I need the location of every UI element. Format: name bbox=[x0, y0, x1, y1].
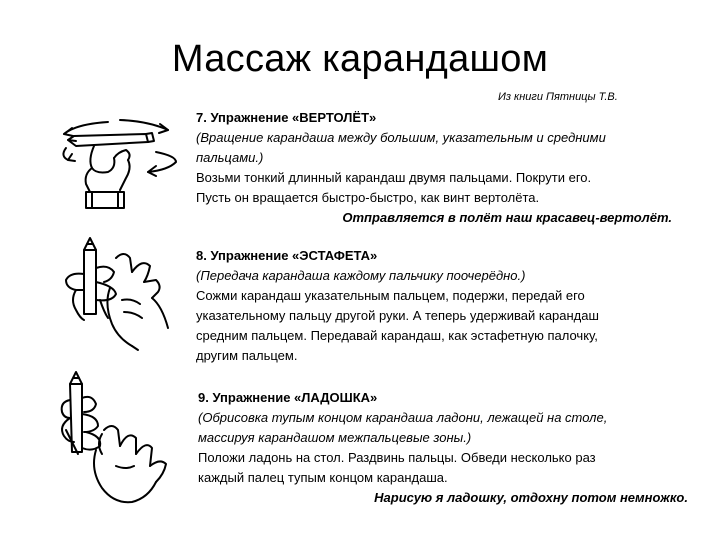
hand-tracing-palm-icon bbox=[56, 370, 186, 520]
exercise-note-line: пальцами.) bbox=[196, 150, 264, 165]
exercise-note-line: массируя карандашом межпальцевые зоны.) bbox=[198, 430, 472, 445]
exercise-body-line: Пусть он вращается быстро-быстро, как винт вертолёта. bbox=[196, 190, 540, 205]
exercise-7 bbox=[196, 108, 682, 228]
exercise-rhyme: Отправляется в полёт наш красавец-вертолёт. bbox=[342, 210, 672, 225]
hands-passing-pencil-icon bbox=[56, 228, 176, 358]
exercise-body-line: Возьми тонкий длинный карандаш двумя пальцами. Покрути его. bbox=[196, 170, 592, 185]
exercise-body-line: каждый палец тупым концом карандаша. bbox=[198, 470, 448, 485]
exercise-8 bbox=[196, 246, 676, 366]
hand-rotating-pencil-icon bbox=[56, 108, 186, 220]
exercise-body-line: указательному пальцу другой руки. А теперь удерживай карандаш bbox=[196, 308, 599, 323]
exercise-heading: 8. Упражнение «ЭСТАФЕТА» bbox=[196, 248, 378, 263]
source-credit: Из книги Пятницы Т.В. bbox=[498, 91, 618, 103]
exercise-note-line: (Вращение карандаша между большим, указательным и средними bbox=[196, 130, 606, 145]
exercise-body-line: Сожми карандаш указательным пальцем, подержи, передай его bbox=[196, 288, 585, 303]
exercise-note-line: (Передача карандаша каждому пальчику поочерёдно.) bbox=[196, 268, 526, 283]
page-title: Массаж карандашом bbox=[171, 38, 549, 80]
exercise-note-line: (Обрисовка тупым концом карандаша ладони, лежащей на столе, bbox=[198, 410, 608, 425]
exercise-body-line: другим пальцем. bbox=[196, 348, 298, 363]
exercise-body-line: средним пальцем. Передавай карандаш, как эстафетную палочку, bbox=[196, 328, 598, 343]
exercise-body-line: Положи ладонь на стол. Раздвинь пальцы. Обведи несколько раз bbox=[198, 450, 596, 465]
exercise-9 bbox=[198, 388, 688, 508]
exercise-rhyme: Нарисую я ладошку, отдохну потом немножко. bbox=[374, 490, 688, 505]
exercise-heading: 7. Упражнение «ВЕРТОЛЁТ» bbox=[196, 110, 377, 125]
exercise-heading: 9. Упражнение «ЛАДОШКА» bbox=[198, 390, 378, 405]
